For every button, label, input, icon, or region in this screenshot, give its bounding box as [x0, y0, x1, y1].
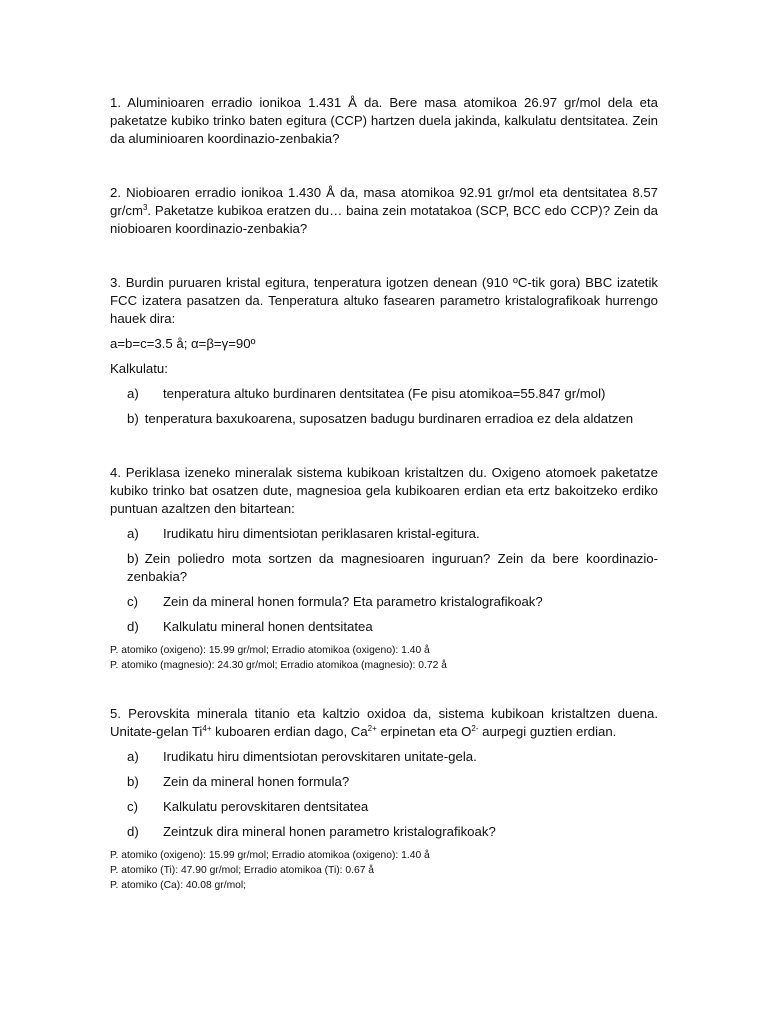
question-3-item-b: [110, 410, 658, 428]
question-4-note-2: P. atomiko (magnesio): 24.30 gr/mol; Erradio atomikoa (magnesio): 0.72 å: [110, 660, 447, 671]
question-5-item-c: [110, 798, 658, 816]
question-5-note-1: P. atomiko (oxigeno): 15.99 gr/mol; Erradio atomikoa (oxigeno): 1.40 å: [110, 850, 430, 861]
question-5-superscript-ca: 2+: [367, 724, 377, 733]
question-4-item-c: [110, 593, 658, 611]
item-text: Irudikatu hiru dimentsiotan perovskitaren unitate-gela.: [163, 749, 477, 764]
question-5-note-2: P. atomiko (Ti): 47.90 gr/mol; Erradio atomikoa (Ti): 0.67 å: [110, 865, 375, 876]
question-5-text-a: 5. Perovskita minerala titanio eta kaltzio oxidoa da, sistema kubikoan kristaltzen duena. Unitate-gelan Ti: [110, 706, 658, 739]
question-5-text-b: kuboaren erdian dago, Ca: [211, 724, 368, 739]
question-5-superscript-ti: 4+: [202, 724, 212, 733]
item-text: Zein da mineral honen formula?: [163, 774, 350, 789]
question-4: 4. Periklasa izeneko mineralak sistema kubikoan kristaltzen du. Oxigeno atomoek paketatze kubiko trinko bat osatzen dute, magnesioa gela kubikoaren erdian eta ertz bakoitzeko erdiko puntuan azaltzen den bitartean:: [110, 465, 658, 516]
question-4-note-1: P. atomiko (oxigeno): 15.99 gr/mol; Erradio atomikoa (oxigeno): 1.40 å: [110, 645, 430, 656]
question-3: 3. Burdin puruaren kristal egitura, tenperatura igotzen denean (910 ºC-tik gora) BBC izatetik FCC izatera pasatzen da. Tenperatura altuko fasearen parametro kristalografikoak hurrengo hauek dira:: [110, 275, 658, 326]
question-5: [110, 705, 658, 741]
exercise-list: [110, 94, 658, 893]
item-label: c): [127, 594, 138, 609]
item-text: Zein poliedro mota sortzen da magnesioaren inguruan? Zein da bere koordinazio-zenbakia?: [127, 551, 658, 584]
question-1: 1. Aluminioaren erradio ionikoa 1.431 Å da. Bere masa atomikoa 26.97 gr/mol dela eta paketatze kubiko trinko baten egitura (CCP) hartzen duela jakinda, kalkulatu dentsitatea. Zein da aluminioaren koordinazio-zenbakia?: [110, 95, 658, 146]
item-label: d): [127, 619, 139, 634]
item-label: b): [127, 411, 139, 426]
question-5-item-d: [110, 823, 658, 841]
question-2-text-a: 2. Niobioaren erradio ionikoa 1.430 Å da, masa atomikoa 92.91 gr/mol eta dentsitatea 8.57 gr/cm: [110, 185, 658, 218]
item-label: c): [127, 799, 138, 814]
item-text: Kalkulatu mineral honen dentsitatea: [163, 619, 373, 634]
item-label: d): [127, 824, 139, 839]
item-label: a): [127, 526, 139, 541]
question-3-item-a: [110, 385, 658, 403]
question-5-note-3: P. atomiko (Ca): 40.08 gr/mol;: [110, 880, 247, 891]
item-label: a): [127, 749, 139, 764]
item-text: tenperatura altuko burdinaren dentsitatea (Fe pisu atomikoa=55.847 gr/mol): [163, 386, 606, 401]
item-text: Zein da mineral honen formula? Eta parametro kristalografikoak?: [163, 594, 543, 609]
question-5-item-a: [110, 748, 658, 766]
question-5-superscript-o: 2-: [471, 724, 479, 733]
question-3-calc-label: Kalkulatu:: [110, 361, 168, 376]
question-2-text-b: . Paketatze kubikoa eratzen du… baina zein motatakoa (SCP, BCC edo CCP)? Zein da niobioaren koordinazio-zenbakia?: [110, 203, 658, 236]
question-4-item-a: [110, 525, 658, 543]
item-label: a): [127, 386, 139, 401]
question-2-superscript: 3: [142, 203, 148, 212]
item-text: tenperatura baxukoarena, suposatzen badugu burdinaren erradioa ez dela aldatzen: [144, 411, 634, 426]
item-text: Zeintzuk dira mineral honen parametro kristalografikoak?: [163, 824, 496, 839]
item-label: b): [127, 551, 139, 566]
question-2: [110, 184, 658, 238]
item-text: Irudikatu hiru dimentsiotan periklasaren kristal-egitura.: [163, 526, 480, 541]
item-text: Kalkulatu perovskitaren dentsitatea: [163, 799, 369, 814]
question-3-parameters: a=b=c=3.5 å; α=β=γ=90º: [110, 336, 256, 351]
question-5-text-d: aurpegi guztien erdian.: [478, 724, 617, 739]
question-4-item-b: [110, 550, 658, 586]
question-5-text-c: erpinetan eta O: [376, 724, 472, 739]
item-label: b): [127, 774, 139, 789]
question-5-item-b: [110, 773, 658, 791]
question-4-item-d: [110, 618, 658, 636]
